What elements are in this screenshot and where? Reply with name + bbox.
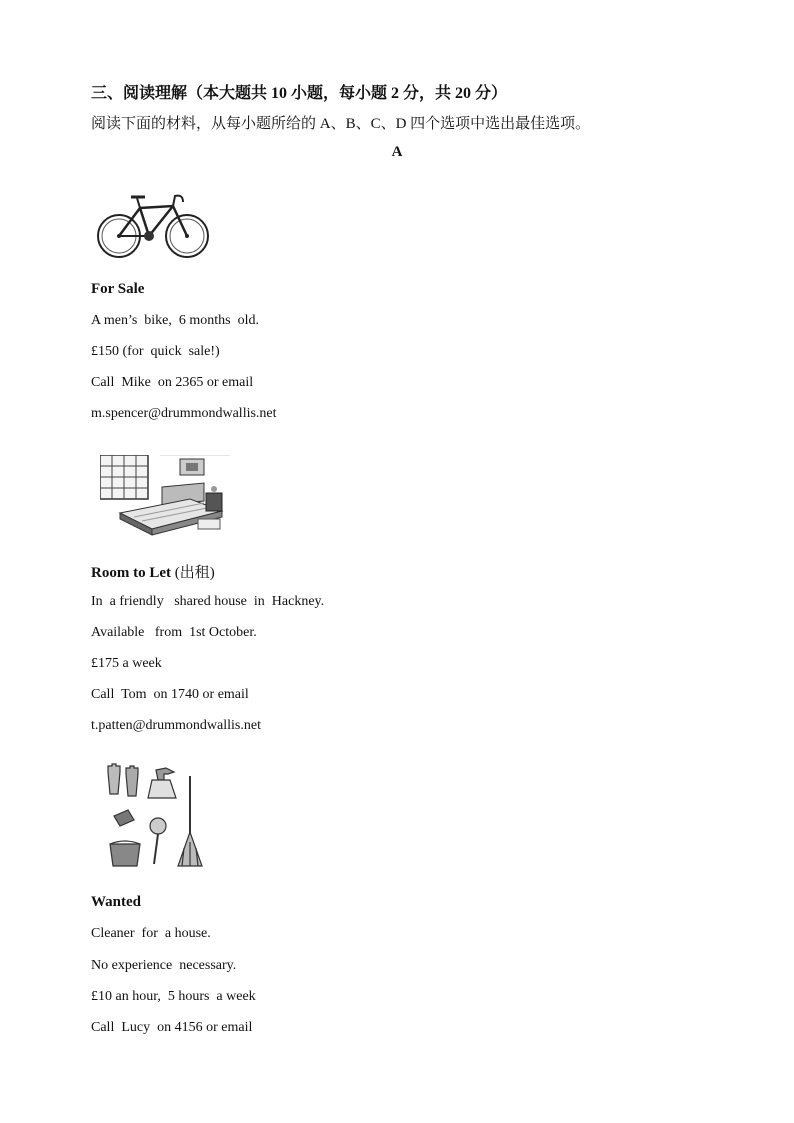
- bedroom-image: [100, 455, 230, 540]
- ad-heading-text: Room to Let: [91, 565, 171, 581]
- ad-line: Call Mike on 2365 or email: [91, 375, 254, 390]
- ad-line: £175 a week: [91, 656, 162, 671]
- ad-line: Call Tom on 1740 or email: [91, 687, 249, 702]
- cleaning-supplies-image: [104, 762, 209, 872]
- ad-heading-for-sale: [91, 281, 144, 298]
- ad-line: Call Lucy on 4156 or email: [91, 1020, 253, 1035]
- ad-heading-room-to-let: [91, 561, 215, 582]
- ad-line: £150 (for quick sale!): [91, 344, 220, 359]
- ad-line: No experience necessary.: [91, 958, 237, 973]
- ad-line: £10 an hour, 5 hours a week: [91, 989, 256, 1004]
- ad-line: A men’s bike, 6 months old.: [91, 313, 259, 328]
- ad-line: Available from 1st October.: [91, 625, 257, 640]
- section-instruction: 阅读下面的材料，从每小题所给的 A、B、C、D 四个选项中选出最佳选项。: [91, 116, 591, 132]
- ad-line: m.spencer@drummondwallis.net: [91, 406, 277, 421]
- ad-heading-text: For Sale: [91, 281, 145, 297]
- passage-label: A: [391, 144, 403, 160]
- ad-heading-wanted: [91, 894, 141, 911]
- ad-heading-note: (出租): [170, 565, 215, 581]
- ad-line: t.patten@drummondwallis.net: [91, 718, 261, 733]
- bicycle-image: [95, 188, 213, 262]
- ad-heading-text: Wanted: [91, 894, 142, 910]
- ad-line: Cleaner for a house.: [91, 926, 211, 941]
- ad-line: In a friendly shared house in Hackney.: [91, 594, 325, 609]
- section-title: 三、阅读理解（本大题共 10 小题，每小题 2 分，共 20 分）: [91, 85, 508, 102]
